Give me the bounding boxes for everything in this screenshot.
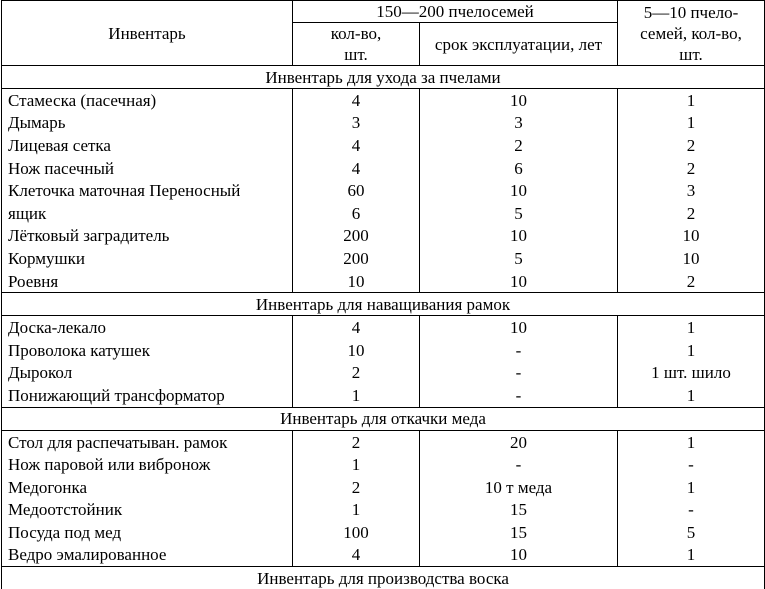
inventory-table [1,0,765,589]
section-header [2,407,765,430]
quantity-cell: 10 [293,339,420,362]
quantity-cell: 200 [293,225,420,248]
service-life-cell: 10 [420,316,618,339]
item-name-cell: Медогонка [2,476,293,499]
service-life-cell: 10 т меда [420,476,618,499]
small-apiary-cell: 10 [618,225,765,248]
table-row [2,247,765,270]
table-row [2,362,765,385]
service-life-cell: - [420,339,618,362]
small-apiary-cell: 1 [618,544,765,567]
service-life-cell: - [420,362,618,385]
item-name-cell: Дырокол [2,362,293,385]
table-row [2,453,765,476]
table-header [2,1,765,66]
quantity-cell: 6 [293,202,420,225]
small-apiary-cell: 3 [618,179,765,202]
service-life-cell: 10 [420,225,618,248]
header-item: Инвентарь [2,1,293,66]
small-apiary-cell: 10 [618,247,765,270]
table-row [2,134,765,157]
small-apiary-cell: 1 [618,316,765,339]
section-title: Инвентарь для производства воска [2,567,765,589]
quantity-cell: 2 [293,476,420,499]
item-name-cell: Нож пасечный [2,157,293,180]
service-life-cell: 3 [420,112,618,135]
quantity-cell: 1 [293,499,420,522]
service-life-cell: 5 [420,202,618,225]
item-name-cell: Лётковый заградитель [2,225,293,248]
quantity-cell: 2 [293,430,420,453]
section-title: Инвентарь для ухода за пчелами [2,66,765,89]
small-apiary-cell: 1 [618,339,765,362]
quantity-cell: 4 [293,544,420,567]
small-apiary-cell: 2 [618,202,765,225]
table-row [2,316,765,339]
service-life-cell: - [420,453,618,476]
service-life-cell: 5 [420,247,618,270]
item-name-cell: Клеточка маточная Переносный [2,179,293,202]
quantity-cell: 1 [293,384,420,407]
small-apiary-cell: - [618,499,765,522]
table-body [2,66,765,589]
service-life-cell: 10 [420,179,618,202]
service-life-cell: 6 [420,157,618,180]
quantity-cell: 200 [293,247,420,270]
item-name-cell: ящик [2,202,293,225]
item-name-cell: Ведро эмалированное [2,544,293,567]
table-row [2,499,765,522]
small-apiary-cell: 1 шт. шило [618,362,765,385]
table-row [2,476,765,499]
small-apiary-cell: 2 [618,157,765,180]
small-apiary-cell: 1 [618,430,765,453]
service-life-cell: 10 [420,89,618,112]
table-row [2,339,765,362]
table-row [2,202,765,225]
quantity-cell: 10 [293,270,420,293]
table-row [2,157,765,180]
header-small-apiary [618,1,765,66]
section-header [2,66,765,89]
item-name-cell: Стол для распечатыван. рамок [2,430,293,453]
quantity-cell: 100 [293,521,420,544]
item-name-cell: Нож паровой или вибронож [2,453,293,476]
item-name-cell: Доска-лекало [2,316,293,339]
small-apiary-cell: 1 [618,89,765,112]
header-service-life [420,23,618,66]
small-apiary-cell: 1 [618,476,765,499]
table-row [2,270,765,293]
item-name-cell: Стамеска (пасечная) [2,89,293,112]
header-quantity [293,23,420,66]
service-life-cell: 15 [420,521,618,544]
quantity-cell: 4 [293,134,420,157]
item-name-cell: Проволока катушек [2,339,293,362]
table-row [2,89,765,112]
service-life-cell: 10 [420,544,618,567]
section-title: Инвентарь для наващивания рамок [2,293,765,316]
item-name-cell: Медоотстойник [2,499,293,522]
quantity-cell: 3 [293,112,420,135]
table-row [2,179,765,202]
item-name-cell: Понижающий трансформатор [2,384,293,407]
table-row [2,544,765,567]
small-apiary-cell: 2 [618,134,765,157]
small-apiary-cell: - [618,453,765,476]
table-row [2,225,765,248]
section-header [2,567,765,589]
service-life-cell: 2 [420,134,618,157]
item-name-cell: Кормушки [2,247,293,270]
small-apiary-cell: 1 [618,384,765,407]
service-life-cell: - [420,384,618,407]
service-life-cell: 15 [420,499,618,522]
table-row [2,112,765,135]
section-title: Инвентарь для откачки меда [2,407,765,430]
header-small-label: 5—10 пчело-семей, кол-во, шт. [640,2,742,64]
item-name-cell: Лицевая сетка [2,134,293,157]
table-row [2,521,765,544]
small-apiary-cell: 5 [618,521,765,544]
section-header [2,293,765,316]
quantity-cell: 60 [293,179,420,202]
small-apiary-cell: 2 [618,270,765,293]
table-row [2,384,765,407]
table-row [2,430,765,453]
service-life-cell: 10 [420,270,618,293]
quantity-cell: 4 [293,157,420,180]
item-name-cell: Роевня [2,270,293,293]
small-apiary-cell: 1 [618,112,765,135]
quantity-cell: 1 [293,453,420,476]
item-name-cell: Дымарь [2,112,293,135]
quantity-cell: 2 [293,362,420,385]
service-life-cell: 20 [420,430,618,453]
quantity-cell: 4 [293,316,420,339]
header-quantity-label: кол-во, шт. [330,24,382,64]
item-name-cell: Посуда под мед [2,521,293,544]
quantity-cell: 4 [293,89,420,112]
header-group-large: 150—200 пчелосемей [293,1,618,23]
header-service-life-label: срок эксплуатации, лет [434,34,603,54]
